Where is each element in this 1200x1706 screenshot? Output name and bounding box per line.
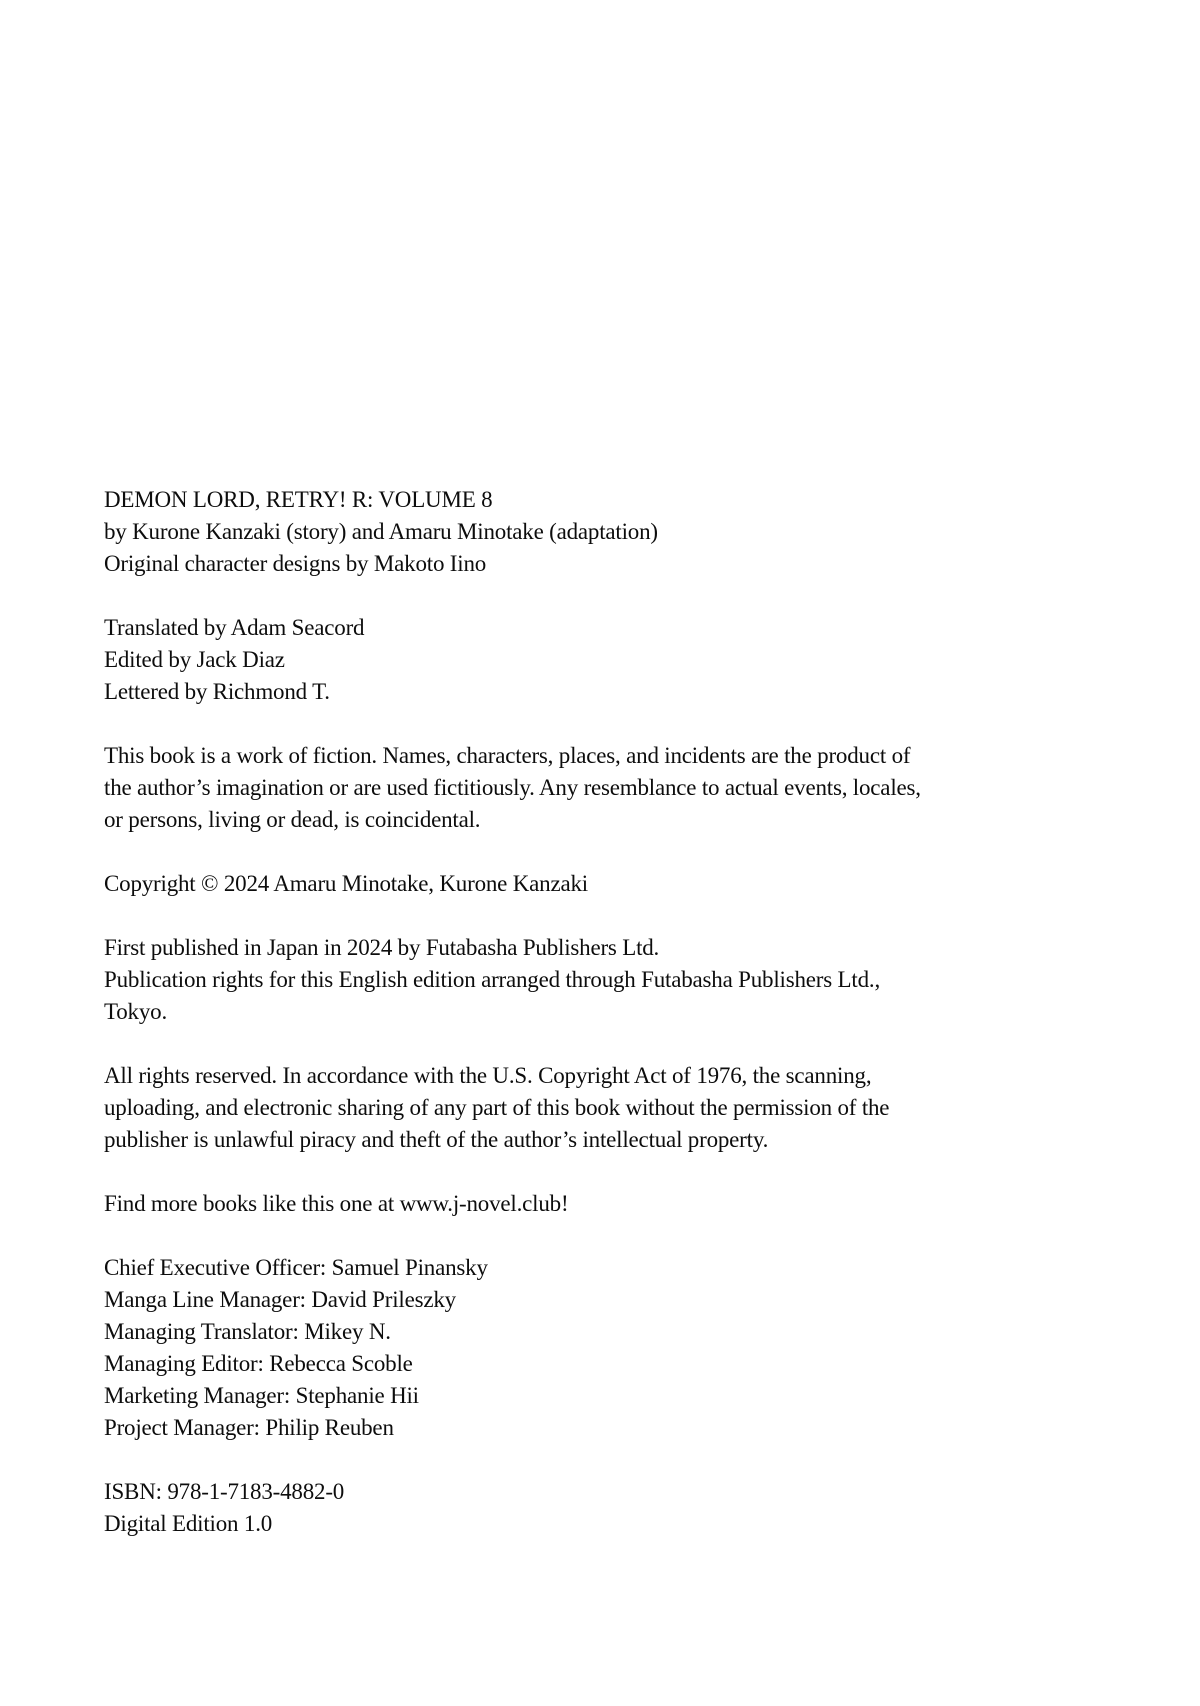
authors-line: by Kurone Kanzaki (story) and Amaru Minotake (adaptation) — [104, 519, 658, 544]
book-title-block — [104, 484, 1114, 580]
promo-line — [104, 1188, 1114, 1220]
managing-translator-line: Managing Translator: Mikey N. — [104, 1319, 391, 1344]
translator-line: Translated by Adam Seacord — [104, 615, 365, 640]
ceo-line: Chief Executive Officer: Samuel Pinansky — [104, 1255, 488, 1280]
publication-line: Publication rights for this English edition arranged through Futabasha Publishers Ltd., — [104, 967, 880, 992]
edition-line: Digital Edition 1.0 — [104, 1511, 273, 1536]
disclaimer-line: the author’s imagination or are used fictitiously. Any resemblance to actual events, locales, — [104, 775, 921, 800]
disclaimer-line: or persons, living or dead, is coincidental. — [104, 807, 481, 832]
rights-line: publisher is unlawful piracy and theft of the author’s intellectual property. — [104, 1127, 769, 1152]
isbn-block — [104, 1476, 1114, 1540]
manga-line-manager-line: Manga Line Manager: David Prileszky — [104, 1287, 456, 1312]
managing-editor-line: Managing Editor: Rebecca Scoble — [104, 1351, 413, 1376]
book-title-line: DEMON LORD, RETRY! R: VOLUME 8 — [104, 487, 493, 512]
publication-line: First published in Japan in 2024 by Futabasha Publishers Ltd. — [104, 935, 660, 960]
company-credits — [104, 1252, 1114, 1444]
character-designer-line: Original character designs by Makoto Iino — [104, 551, 487, 576]
project-manager-line: Project Manager: Philip Reuben — [104, 1415, 394, 1440]
book-page — [104, 484, 1114, 1572]
staff-credits — [104, 612, 1114, 708]
rights-line: All rights reserved. In accordance with the U.S. Copyright Act of 1976, the scanning, — [104, 1063, 872, 1088]
publication-line: Tokyo. — [104, 999, 167, 1024]
publication-info — [104, 932, 1114, 1028]
letterer-line: Lettered by Richmond T. — [104, 679, 330, 704]
isbn-line: ISBN: 978-1-7183-4882-0 — [104, 1479, 345, 1504]
website-promo-line: Find more books like this one at www.j-novel.club! — [104, 1191, 569, 1216]
copyright-line: Copyright © 2024 Amaru Minotake, Kurone Kanzaki — [104, 871, 588, 896]
disclaimer-line: This book is a work of fiction. Names, characters, places, and incidents are the product of — [104, 743, 911, 768]
rights-notice — [104, 1060, 1114, 1156]
copyright-notice — [104, 868, 1114, 900]
editor-line: Edited by Jack Diaz — [104, 647, 285, 672]
fiction-disclaimer — [104, 740, 1114, 836]
marketing-manager-line: Marketing Manager: Stephanie Hii — [104, 1383, 419, 1408]
rights-line: uploading, and electronic sharing of any part of this book without the permission of the — [104, 1095, 890, 1120]
